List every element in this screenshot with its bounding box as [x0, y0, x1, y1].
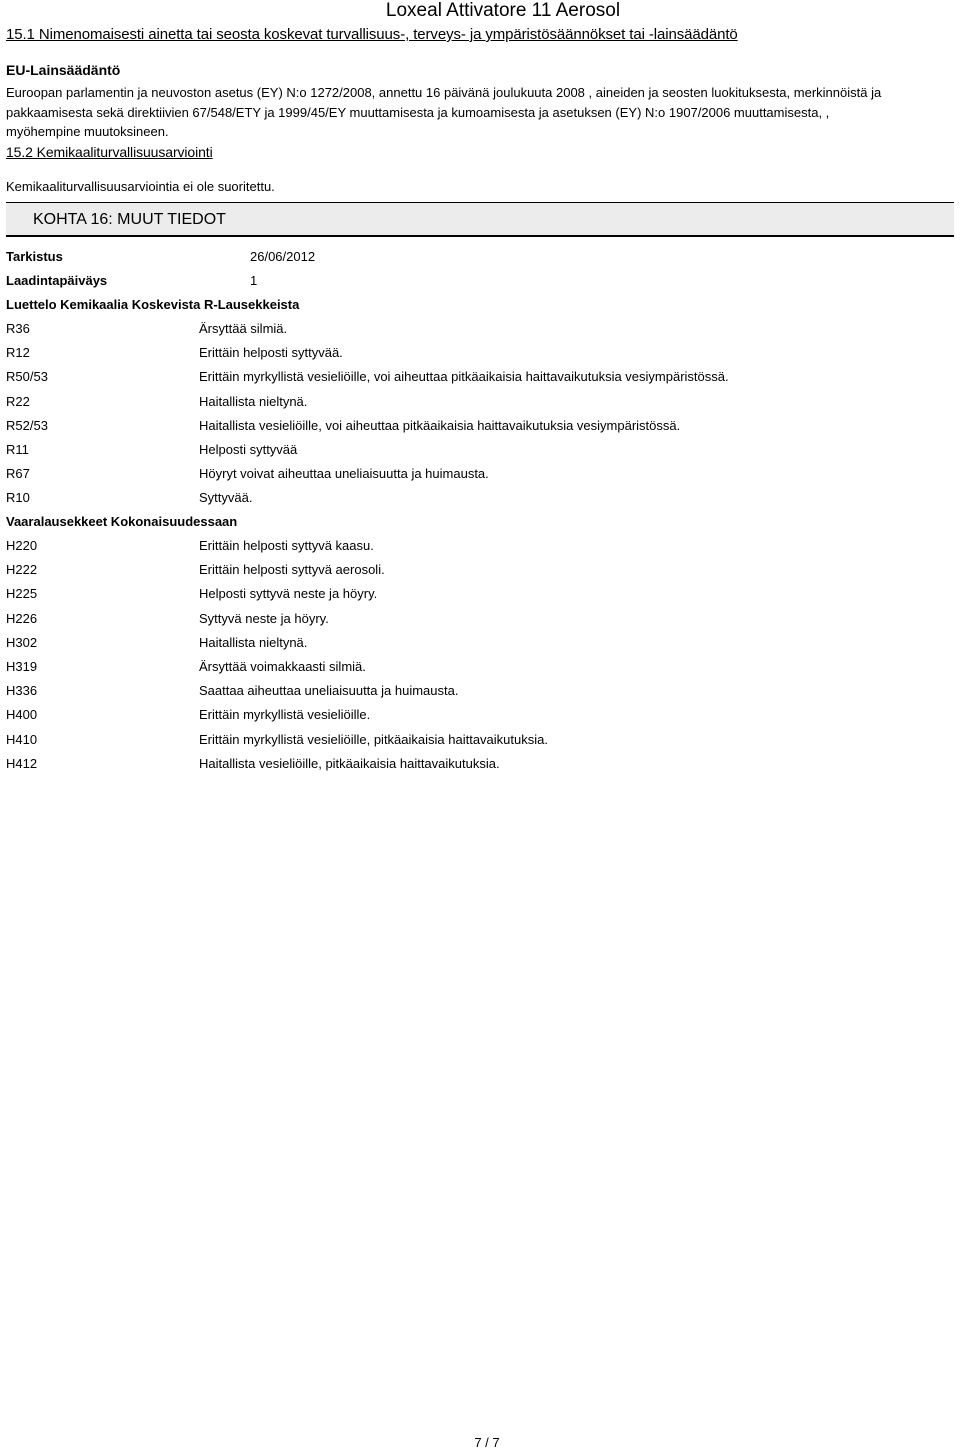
r-phrase-row-code: R11: [6, 442, 29, 457]
r-phrase-row-code: R50/53: [6, 369, 48, 385]
h-statement-row: [0, 586, 960, 606]
r-phrase-row-code: R12: [6, 345, 30, 361]
r-phrase-row-text: Ärsyttää silmiä.: [199, 321, 288, 336]
r-phrase-row: [0, 466, 960, 486]
r-phrase-row: [0, 394, 960, 414]
h-statement-row: [0, 756, 960, 776]
r-phrase-row-code: R10: [6, 490, 30, 506]
r-phrase-row-text: Höyryt voivat aiheuttaa uneliaisuutta ja huimausta.: [199, 466, 489, 482]
issue-value: 1: [250, 273, 258, 288]
r-phrase-row-code: R22: [6, 393, 30, 409]
r-phrase-row: [0, 418, 960, 438]
h-statement-row-code: H400: [6, 707, 38, 723]
document-title: Loxeal Attivatore 11 Aerosol: [385, 0, 621, 21]
h-statement-row: [0, 635, 960, 655]
h-statement-row-code: H412: [6, 755, 38, 771]
r-phrase-row-text: Haitallista nieltynä.: [199, 393, 308, 409]
h-statement-row-text: Saattaa aiheuttaa uneliaisuutta ja huimausta.: [199, 683, 459, 699]
h-statement-row: [0, 683, 960, 703]
h-statement-row: [0, 732, 960, 752]
r-phrases-heading: Luettelo Kemikaalia Koskevista R-Lausekkeista: [6, 297, 300, 312]
h-statement-row-text: Haitallista nieltynä.: [199, 634, 308, 650]
revision-label: Tarkistus: [6, 249, 63, 264]
eu-legislation-heading: EU-Lainsäädäntö: [6, 62, 121, 78]
r-phrase-row-code: R36: [6, 321, 30, 336]
h-statements-heading: Vaaralausekkeet Kokonaisuudessaan: [6, 514, 238, 529]
section-15-2-heading: 15.2 Kemikaaliturvallisuusarviointi: [6, 144, 213, 160]
h-statement-row-code: H336: [6, 683, 38, 699]
r-phrase-row-text: Erittäin myrkyllistä vesieliöille, voi aiheuttaa pitkäaikaisia haittavaikutuksia vesiympäristössä.: [199, 369, 729, 385]
h-statement-row-code: H410: [6, 731, 38, 747]
chemical-safety-paragraph: Kemikaaliturvallisuusarviointia ei ole suoritettu.: [6, 179, 275, 194]
h-statement-row-code: H302: [6, 634, 38, 650]
h-statement-row-text: Erittäin myrkyllistä vesieliöille.: [199, 707, 371, 723]
h-statement-row-code: H319: [6, 659, 38, 674]
h-statement-row: [0, 562, 960, 582]
r-phrase-row: [0, 442, 960, 462]
h-statement-row: [0, 538, 960, 558]
r-phrase-row-text: Helposti syttyvää: [199, 442, 298, 457]
r-phrase-row-code: R52/53: [6, 417, 48, 433]
section-16-title: KOHTA 16: MUUT TIEDOT: [33, 211, 226, 228]
h-statement-row-code: H226: [6, 610, 38, 626]
h-statement-row-text: Erittäin helposti syttyvä kaasu.: [199, 538, 374, 553]
r-phrase-row: [0, 369, 960, 389]
h-statement-row-code: H220: [6, 538, 38, 553]
r-phrase-row-text: Haitallista vesieliöille, voi aiheuttaa pitkäaikaisia haittavaikutuksia vesiympäristössä.: [199, 417, 681, 433]
r-phrase-row: [0, 345, 960, 365]
h-statement-row-text: Erittäin myrkyllistä vesieliöille, pitkäaikaisia haittavaikutuksia.: [199, 731, 548, 747]
h-statement-row-code: H222: [6, 562, 38, 578]
revision-value: 26/06/2012: [250, 249, 316, 264]
r-phrase-row-code: R67: [6, 466, 30, 482]
page-number: 7 / 7: [474, 1435, 500, 1450]
h-statement-row: [0, 611, 960, 631]
r-phrase-row-text: Erittäin helposti syttyvää.: [199, 345, 343, 361]
h-statement-row-text: Erittäin helposti syttyvä aerosoli.: [199, 562, 385, 578]
h-statement-row: [0, 659, 960, 679]
h-statement-row-text: Syttyvä neste ja höyry.: [199, 610, 329, 626]
h-statement-row-code: H225: [6, 586, 38, 602]
h-statement-row-text: Haitallista vesieliöille, pitkäaikaisia haittavaikutuksia.: [199, 755, 500, 771]
section-16-box: [6, 202, 954, 237]
h-statement-row: [0, 707, 960, 727]
r-phrase-row: [0, 321, 960, 341]
r-phrase-row-text: Syttyvää.: [199, 490, 253, 506]
h-statement-row-text: Ärsyttää voimakkaasti silmiä.: [199, 659, 366, 674]
r-phrase-row: [0, 490, 960, 510]
eu-legislation-paragraph: Euroopan parlamentin ja neuvoston asetus (EY) N:o 1272/2008, annettu 16 päivänä joulukuuta 2008 , aineiden ja seosten luokituksesta, merkinnöistä ja pakkaamisesta sekä direktiivien 67/548/ETY ja 1999/45/EY muuttamisesta ja kumoamisesta ja asetuksen (EY) N:o 1907/2006 muuttamisesta, , myöhempine muutoksineen.: [6, 85, 882, 139]
issue-label: Laadintapäiväys: [6, 273, 108, 288]
h-statement-row-text: Helposti syttyvä neste ja höyry.: [199, 586, 378, 602]
section-15-1-heading: 15.1 Nimenomaisesti ainetta tai seosta koskevat turvallisuus-, terveys- ja ympäristösäännökset tai -lainsäädäntö: [6, 26, 738, 43]
